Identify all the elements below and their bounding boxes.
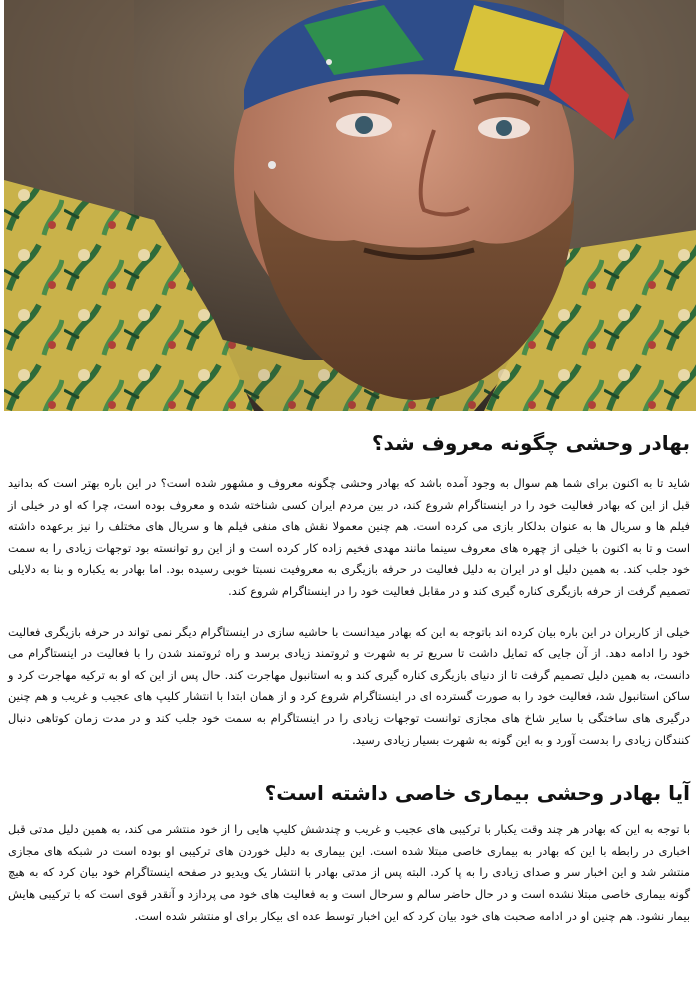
hero-image [4, 0, 696, 411]
section-heading: آیا بهادر وحشی بیماری خاصی داشته است؟ [264, 781, 690, 806]
paragraph: خیلی از کاربران در این باره بیان کرده اند باتوجه به این که بهادر میدانست با حاشیه سازی در اینستاگرام دیگر نمی تواند در حرفه بازیگری فعالیت خود را ادامه دهد. از آن جایی که تمایل داشت تا سریع تر به شهرت و ثروتمند زیادی برسد و راه ثروتمند شدن را با فعالیت در اینستاگرام می دانست، به همین دلیل تصمیم گرفت تا از دنیای بازیگری کناره گیری کند و به استانبول مهاجرت کند. حال پس از این که او به ترکیه مهاجرت کرد و ساکن استانبول شد، فعالیت خود را به صورت گسترده ای در اینستاگرام شروع کرد و از همان ابتدا با انتشار کلیپ های عجیب و غریب و هم چنین درگیری های ساختگی با سایر شاخ های مجازی توانست توجهات زیادی را در اینستاگرام به سمت خود جلب کند و در مدت زمان کوتاهی دنبال کنندگان زیادی را بدست آورد و به این گونه به شهرت بسیار زیادی رسید. [8, 624, 690, 747]
paragraph: شاید تا به اکنون برای شما هم سوال به وجود آمده باشد که بهادر وحشی چگونه معروف و مشهور شده است؟ در این باره بهتر است که بدانید قبل از این که بهادر فعالیت خود را در اینستاگرام شروع کند، در بین مردم ایران کسی شناخته شده و معروف بوده است، چرا که او در خیلی از فیلم ها و سریال ها به عنوان بدلکار بازی می کرده است. هم چنین معمولا نقش های منفی فیلم ها و سریال های مختلف را نیز برعهده داشته است و تا به اکنون با خیلی از چهره های معروف سینما مانند مهدی فخیم زاده کار کرده است و از این رو توانسته بود توجهات زیادی را به سمت خود جلب کند. به همین دلیل او در ایران به دلیل فعالیت در حرفه بازیگری به معروفیت نسبتا خوبی رسیده بود. اما بهادر به یکباره و بنا به دلایلی تصمیم گرفت از حرفه بازیگری کناره گیری کند و در مقابل فعالیت خود را در اینستاگرام شروع کند. [8, 476, 690, 598]
article-body [0, 431, 700, 927]
portrait-illustration [4, 0, 696, 411]
paragraph: با توجه به این که بهادر هر چند وقت یکبار با ترکیبی های عجیب و غریب و چندشش کلیپ هایی را از خود منتشر می کند، به همین دلیل مدتی قبل اخباری در رابطه با این که بهادر به بیماری خاصی مبتلا شده است. این بیماری به دلیل خوردن های ترکیبی او بوده است در شبکه های مجازی منتشر شد و این اخبار سر و صدای زیادی را به پا کرد. البته پس از مدتی بهادر با انتشار یک ویدیو در صفحه اینستاگرام خود بیان کرد که به هیچ گونه بیماری خاصی مبتلا نشده است و در حال حاضر سالم و سرحال است و به فعالیت های خود می پردازد و آنقدر قوی است که با ترکیبی هایش بیمار نشود. هم چنین او در ادامه صحبت های خود بیان کرد که این اخبار توسط عده ای بیکار برای او منتشر شده است. [8, 822, 690, 923]
section-heading: بهادر وحشی چگونه معروف شد؟ [371, 431, 690, 455]
